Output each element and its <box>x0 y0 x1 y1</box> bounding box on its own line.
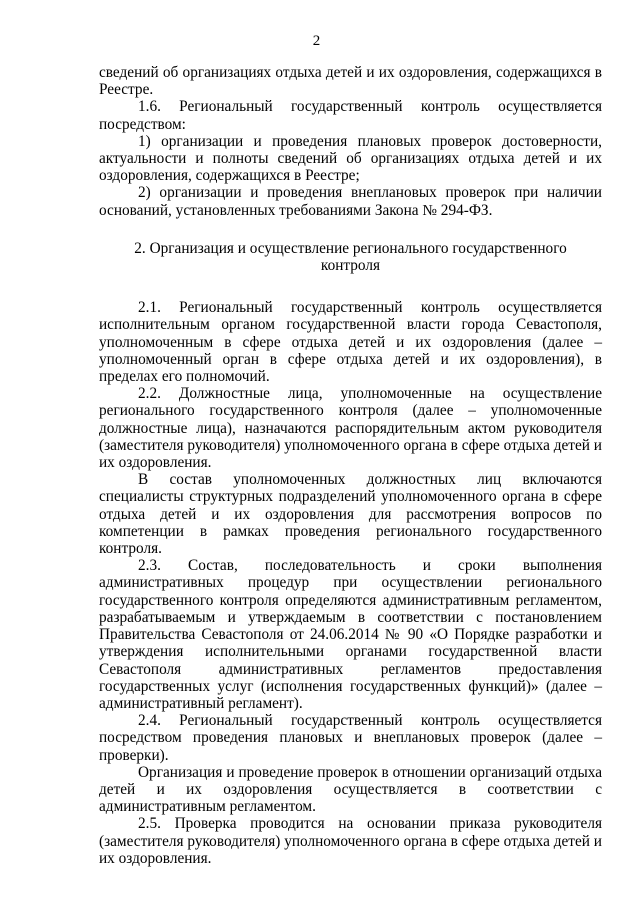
paragraph: 2.2. Должностные лица, уполномоченные на осуществление регионального государственного контроля (далее – уполномоченные должностные лица), назначаются распорядительным актом руководителя (заместителя руководителя) уполномоченного органа в сфере отдыха детей и их оздоровления. <box>99 385 602 472</box>
paragraph: Организация и проведение проверок в отношении организаций отдыха детей и их оздоровления осуществляется в соответствии с административным регламентом. <box>99 763 602 816</box>
paragraph: В состав уполномоченных должностных лиц включаются специалисты структурных подразделений уполномоченного органа в сфере отдыха детей и их оздоровления для рассмотрения вопросов по компетенции в рамках проведения регионального государственного контроля. <box>99 471 602 558</box>
section-heading-line: контроля <box>320 257 381 275</box>
paragraph: 2.4. Региональный государственный контроль осуществляется посредством проведения плановых и внеплановых проверок (далее – проверки). <box>99 712 602 764</box>
section-heading <box>99 240 602 274</box>
paragraph: сведений об организациях отдыха детей и их оздоровления, содержащихся в Реестре. <box>99 64 602 99</box>
paragraph: 1.6. Региональный государственный контроль осуществляется посредством: <box>99 98 602 133</box>
list-item: 2) организации и проведения внеплановых проверок при наличии оснований, установленных требованиями Закона № 294-ФЗ. <box>99 184 602 219</box>
section-heading-line: 2. Организация и осуществление регионального государственного <box>134 239 567 257</box>
paragraph: 2.1. Региональный государственный контроль осуществляется исполнительным органом государственной власти города Севастополя, уполномоченным в сфере отдыха детей и их оздоровления (далее – уполномоченный орган в сфере отдыха детей и их оздоровления), в пределах его полномочий. <box>99 299 602 386</box>
paragraph: 2.5. Проверка проводится на основании приказа руководителя (заместителя руководителя) уполномоченного органа в сфере отдыха детей и их оздоровления. <box>99 815 602 867</box>
list-item: 1) организации и проведения плановых проверок достоверности, актуальности и полноты сведений об организациях отдыха детей и их оздоровления, содержащихся в Реестре; <box>99 132 602 185</box>
page-number: 2 <box>312 33 321 49</box>
document-body <box>99 64 602 867</box>
paragraph: 2.3. Состав, последовательность и сроки выполнения административных процедур при осуществлении регионального государственного контроля определяются административным регламентом, разрабатываемым и утверждаемым в соответствии с постановлением Правительства Севастополя от 24.06.2014 № 90 «О Порядке разработки и утверждения исполнительными органами государственной власти Севастополя административных регламентов предоставления государственных услуг (исполнения государственных функций)» (далее – административный регламент). <box>99 557 602 712</box>
